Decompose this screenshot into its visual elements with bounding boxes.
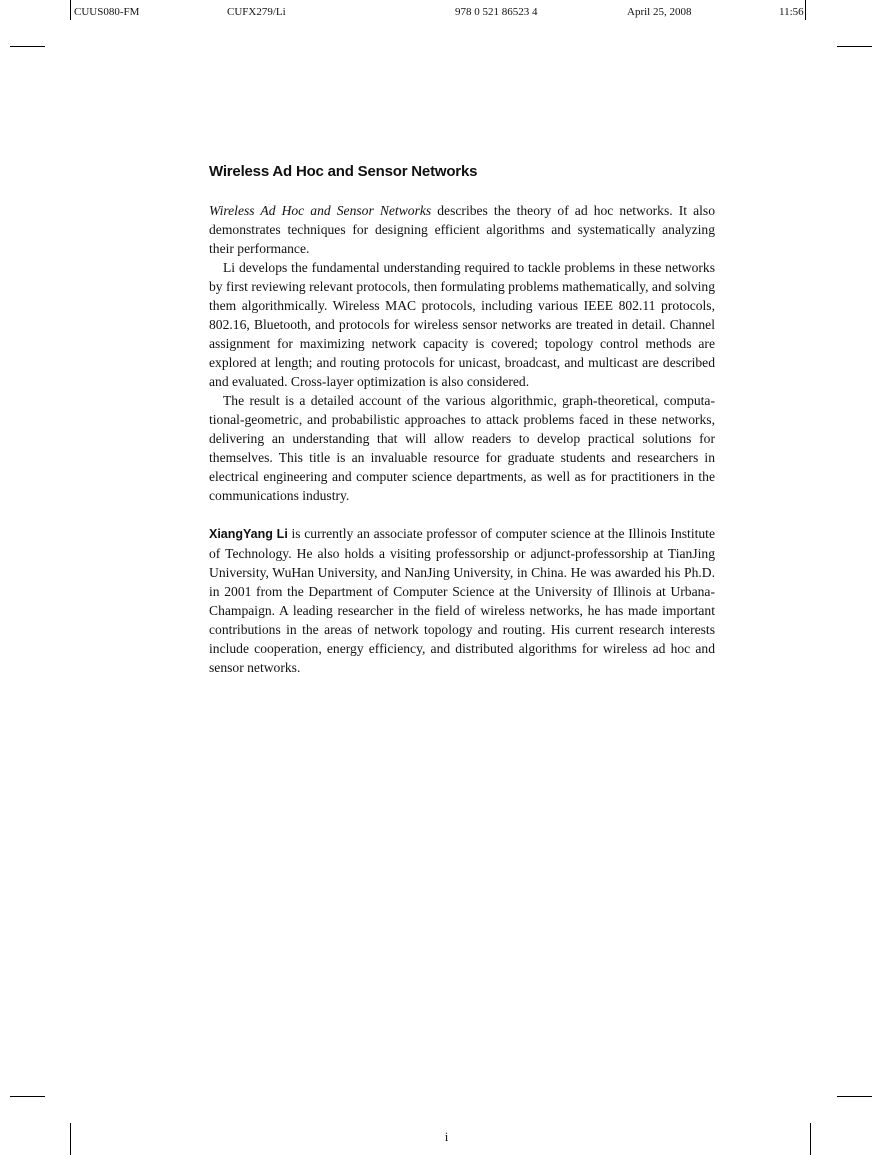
- header-time: 11:56: [779, 6, 804, 18]
- page-title: Wireless Ad Hoc and Sensor Networks: [209, 163, 478, 180]
- header-isbn: 978 0 521 86523 4: [455, 6, 538, 18]
- description-paragraph-2: Li develops the fundamental understanding required to tackle problems in these networks by first reviewing relevant protocols, then formulating problems mathematically, and solving them algorithmically. Wireless MAC protocols, including various IEEE 802.11 protocols, 802.16, Bluetooth, and protocols for wireless sensor networks are treated in detail. Channel assignment for maximizing network capacity is covered; topology control methods are explored at length; and routing protocols for unicast, broadcast, and multicast are described and evaluated. Cross-layer optimization is also considered.: [209, 260, 715, 389]
- description-paragraph-1-text: describes the theory of ad hoc networks. It also demonstrates techniques for designing efficient algorithms and systematically analyzing their performance.: [209, 203, 715, 256]
- trim-mark-top-left: [10, 46, 45, 47]
- section-gap: [209, 505, 715, 524]
- book-title-italic: Wireless Ad Hoc and Sensor Networks: [209, 203, 432, 218]
- header-date: April 25, 2008: [627, 6, 692, 18]
- crop-mark-top-right: [805, 0, 806, 20]
- trim-mark-bottom-right: [837, 1096, 872, 1097]
- author-name: XiangYang Li: [209, 527, 288, 541]
- author-bio-text: is currently an associate professor of computer science at the Illinois Institute of Technology. He also holds a visiting professorship or adjunct-professorship at TianJing University, WuHan University, and NanJing University, in China. He was awarded his Ph.D. in 2001 from the Department of Computer Science at the University of Illinois at Urbana-Champaign. A leading researcher in the field of wireless networks, he has made important contributions in the areas of network topology and routing. His current research interests include cooperation, energy efficiency, and distributed algorithms for wireless ad hoc and sensor networks.: [209, 526, 715, 675]
- crop-mark-top-left: [70, 0, 71, 20]
- page-number: i: [444, 1129, 449, 1144]
- description-paragraph-3: The result is a detailed account of the various algorithmic, graph-theoretical, computational-geometric, and probabilistic approaches to attack problems faced in these networks, delivering an understanding that will allow readers to develop practical solutions for themselves. This title is an invaluable resource for graduate students and researchers in electrical engineering and computer science departments, as well as for practitioners in the communications industry.: [209, 393, 715, 503]
- header-book-code: CUFX279/Li: [227, 6, 286, 18]
- trim-mark-bottom-left: [10, 1096, 45, 1097]
- header-file-code: CUUS080-FM: [74, 6, 140, 18]
- page-content: [209, 163, 715, 677]
- description-paragraph-1: [209, 201, 715, 258]
- trim-mark-top-right: [837, 46, 872, 47]
- author-bio-paragraph: [209, 524, 715, 677]
